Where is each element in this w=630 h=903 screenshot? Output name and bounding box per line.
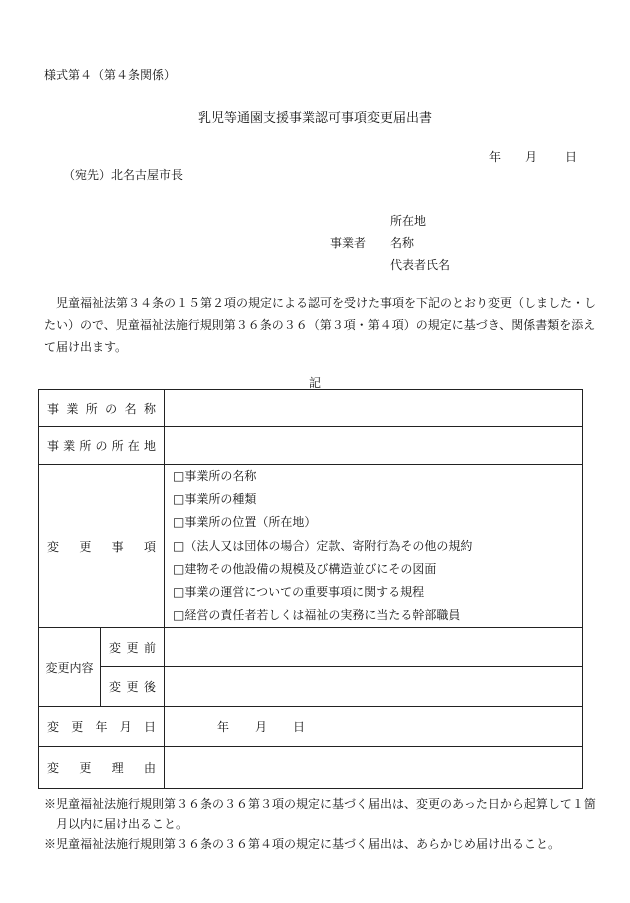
date-year: 年 xyxy=(489,150,502,164)
label-char: 称 xyxy=(143,401,156,416)
reason-label xyxy=(39,747,165,789)
office-address-field[interactable] xyxy=(165,427,583,465)
label-char: 年 xyxy=(95,720,108,735)
label-char: 更 xyxy=(126,680,139,695)
label-char: 日 xyxy=(143,720,156,735)
office-name-label xyxy=(39,390,165,427)
change-items-checklist xyxy=(165,465,583,628)
checkbox-office-location[interactable]: □事業所の位置（所在地） xyxy=(173,515,317,530)
change-date-year: 年 xyxy=(217,720,230,735)
label-char: 事 xyxy=(47,401,60,416)
checkbox-rules[interactable]: □事業の運営についての重要事項に関する規程 xyxy=(173,585,425,600)
label-char: 由 xyxy=(143,761,156,776)
addressee: （宛先）北名古屋市長 xyxy=(63,168,184,182)
label-char: 項 xyxy=(143,539,156,554)
note-1: ※児童福祉法施行規則第３６条の３６第３項の規定に基づく届出は、変更のあった日から起算して１箇月以内に届け出ること。 xyxy=(44,797,596,831)
before-label xyxy=(101,628,165,667)
label-char: 後 xyxy=(143,680,156,695)
applicant-block xyxy=(330,210,450,276)
date-month: 月 xyxy=(525,150,538,164)
label-char: 更 xyxy=(79,539,92,554)
checkbox-office-name[interactable]: □事業所の名称 xyxy=(173,469,257,483)
label-char: の xyxy=(105,401,118,416)
applicant-address-label: 所在地 xyxy=(390,214,427,228)
before-field[interactable] xyxy=(165,628,583,667)
label-char: 在 xyxy=(127,439,140,453)
after-field[interactable] xyxy=(165,667,583,707)
label-char: の xyxy=(95,439,108,453)
applicant-name-label: 名称 xyxy=(390,236,415,250)
label-char: 更 xyxy=(79,761,92,776)
label-char: 更 xyxy=(71,720,84,735)
change-date-field[interactable] xyxy=(165,707,583,747)
label-char: 変 xyxy=(47,761,60,776)
label-char: 所 xyxy=(111,439,124,453)
label-char: 所 xyxy=(85,401,98,416)
body-text: 児童福祉法第３４条の１５第２項の規定による認可を受けた事項を下記のとおり変更（しました・したい）ので、児童福祉法施行規則第３６条の３６（第３項・第４項）の規定に基づき、関係書類を添えて届け出ます。 xyxy=(44,296,597,354)
label-char: 月 xyxy=(119,720,132,735)
checkbox-manager[interactable]: □経営の責任者若しくは福祉の実務に当たる幹部職員 xyxy=(173,608,461,623)
label-char: 業 xyxy=(66,401,79,416)
applicant-label: 事業者 xyxy=(330,236,367,250)
label-char: 地 xyxy=(143,439,156,453)
label-char: 事 xyxy=(111,539,124,554)
change-items-label xyxy=(39,465,165,628)
checkbox-office-type[interactable]: □事業所の種類 xyxy=(173,492,257,507)
submission-date xyxy=(489,148,577,165)
change-date-day: 日 xyxy=(293,720,306,735)
label-char: 変 xyxy=(109,680,122,695)
checkbox-articles[interactable]: □（法人又は団体の場合）定款、寄附行為その他の規約 xyxy=(173,538,473,553)
label-char: 所 xyxy=(79,439,92,453)
notes xyxy=(44,794,604,854)
document-title: 乳児等通園支援事業認可事項変更届出書 xyxy=(197,111,432,126)
label-char: 更 xyxy=(126,640,139,655)
change-date-month: 月 xyxy=(255,720,268,735)
label-char: 事 xyxy=(47,439,60,453)
ki-heading: 記 xyxy=(308,376,321,390)
label-char: 変 xyxy=(109,640,122,655)
label-char: 業 xyxy=(63,439,76,453)
reason-field[interactable] xyxy=(165,747,583,789)
change-content-label: 変更内容 xyxy=(39,628,101,707)
office-name-field[interactable] xyxy=(165,390,583,427)
date-day: 日 xyxy=(565,150,578,164)
label-char: 変 xyxy=(47,539,60,554)
label-char: 名 xyxy=(124,401,137,416)
label-char: 前 xyxy=(143,640,156,655)
applicant-rep-label: 代表者氏名 xyxy=(390,258,451,272)
form-number: 様式第４（第４条関係） xyxy=(44,68,177,82)
note-2: ※児童福祉法施行規則第３６条の３６第４項の規定に基づく届出は、あらかじめ届け出ること。 xyxy=(44,837,561,851)
change-form-table xyxy=(38,389,583,789)
checkbox-building[interactable]: □建物その他設備の規模及び構造並びにその図面 xyxy=(173,561,437,576)
label-char: 変 xyxy=(47,720,60,735)
change-date-label xyxy=(39,707,165,747)
office-address-label xyxy=(39,427,165,465)
after-label xyxy=(101,667,165,707)
label-char: 理 xyxy=(111,761,124,776)
